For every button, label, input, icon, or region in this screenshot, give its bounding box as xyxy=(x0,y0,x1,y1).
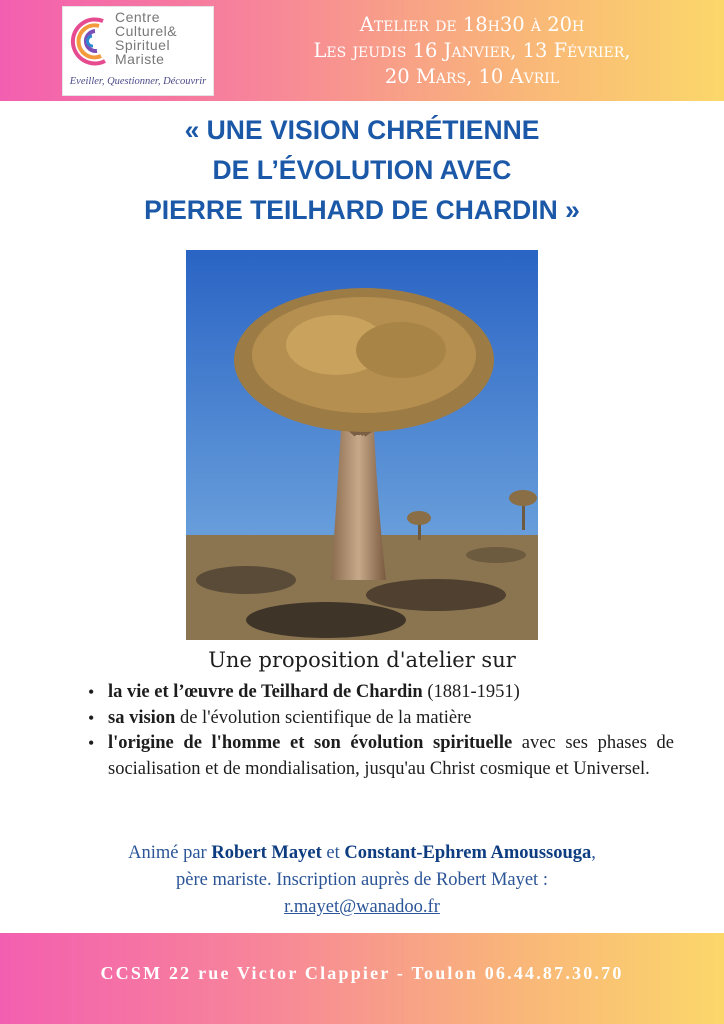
topic-list xyxy=(88,680,674,782)
email-link[interactable]: r.mayet@wanadoo.fr xyxy=(284,897,440,917)
topic-highlight: sa vision xyxy=(108,707,176,728)
host-name: Constant-Ephrem Amoussouga xyxy=(344,843,592,863)
contact-address: CCSM 22 rue Victor Clappier - Toulon 06.44.87.30.70 xyxy=(100,963,624,983)
list-item xyxy=(88,680,674,706)
list-item xyxy=(88,731,674,782)
list-item xyxy=(88,706,674,732)
credits-prefix: Animé par xyxy=(128,843,212,863)
logo-wordmark xyxy=(115,10,177,66)
schedule-line: 20 Mars, 10 Avril xyxy=(384,65,560,88)
workshop-subtitle: Une proposition d'atelier sur xyxy=(208,648,516,672)
logo-line: Spirituel xyxy=(115,37,171,53)
topic-highlight: la vie et l’œuvre de Teilhard de Chardin xyxy=(108,682,423,702)
credits-conj: et xyxy=(321,843,345,863)
logo-spiral-icon xyxy=(65,11,115,73)
ccsm-logo xyxy=(62,6,214,96)
schedule-line: Les jeudis 16 Janvier, 13 Février, xyxy=(313,39,631,62)
topic-highlight: l'origine de l'homme et son évolution spirituelle xyxy=(108,733,513,753)
bullet-icon: • xyxy=(88,707,95,728)
topic-text: avec ses phases de socialisation et de mondialisation, jusqu'au Christ cosmique et Universel. xyxy=(108,733,674,779)
credits-suffix: , xyxy=(591,843,596,863)
credits xyxy=(40,840,684,921)
logo-line: Mariste xyxy=(115,51,165,67)
page-title xyxy=(60,110,664,230)
schedule-line: Atelier de 18h30 à 20h xyxy=(359,13,585,36)
topic-text: de l'évolution scientifique de la matière xyxy=(175,707,472,728)
title-line: PIERRE TEILHARD DE CHARDIN » xyxy=(144,195,580,225)
header-band xyxy=(0,0,724,101)
registration-line: père mariste. Inscription auprès de Robert Mayet : xyxy=(176,870,548,890)
title-line: « UNE VISION CHRÉTIENNE xyxy=(184,115,540,145)
logo-line: Culturel& xyxy=(115,23,178,39)
schedule-info xyxy=(232,12,712,90)
topic-text: (1881-1951) xyxy=(422,682,520,702)
bullet-icon: • xyxy=(88,733,95,753)
bullet-icon: • xyxy=(88,682,95,702)
credits-line xyxy=(40,840,684,867)
host-name: Robert Mayet xyxy=(211,843,322,863)
title-line: DE L’ÉVOLUTION AVEC xyxy=(212,155,512,185)
logo-tagline: Eveiller, Questionner, Découvrir xyxy=(69,76,207,87)
footer-band xyxy=(0,933,724,1024)
quiver-tree-photo xyxy=(186,250,538,640)
logo-line: Centre xyxy=(115,9,161,25)
